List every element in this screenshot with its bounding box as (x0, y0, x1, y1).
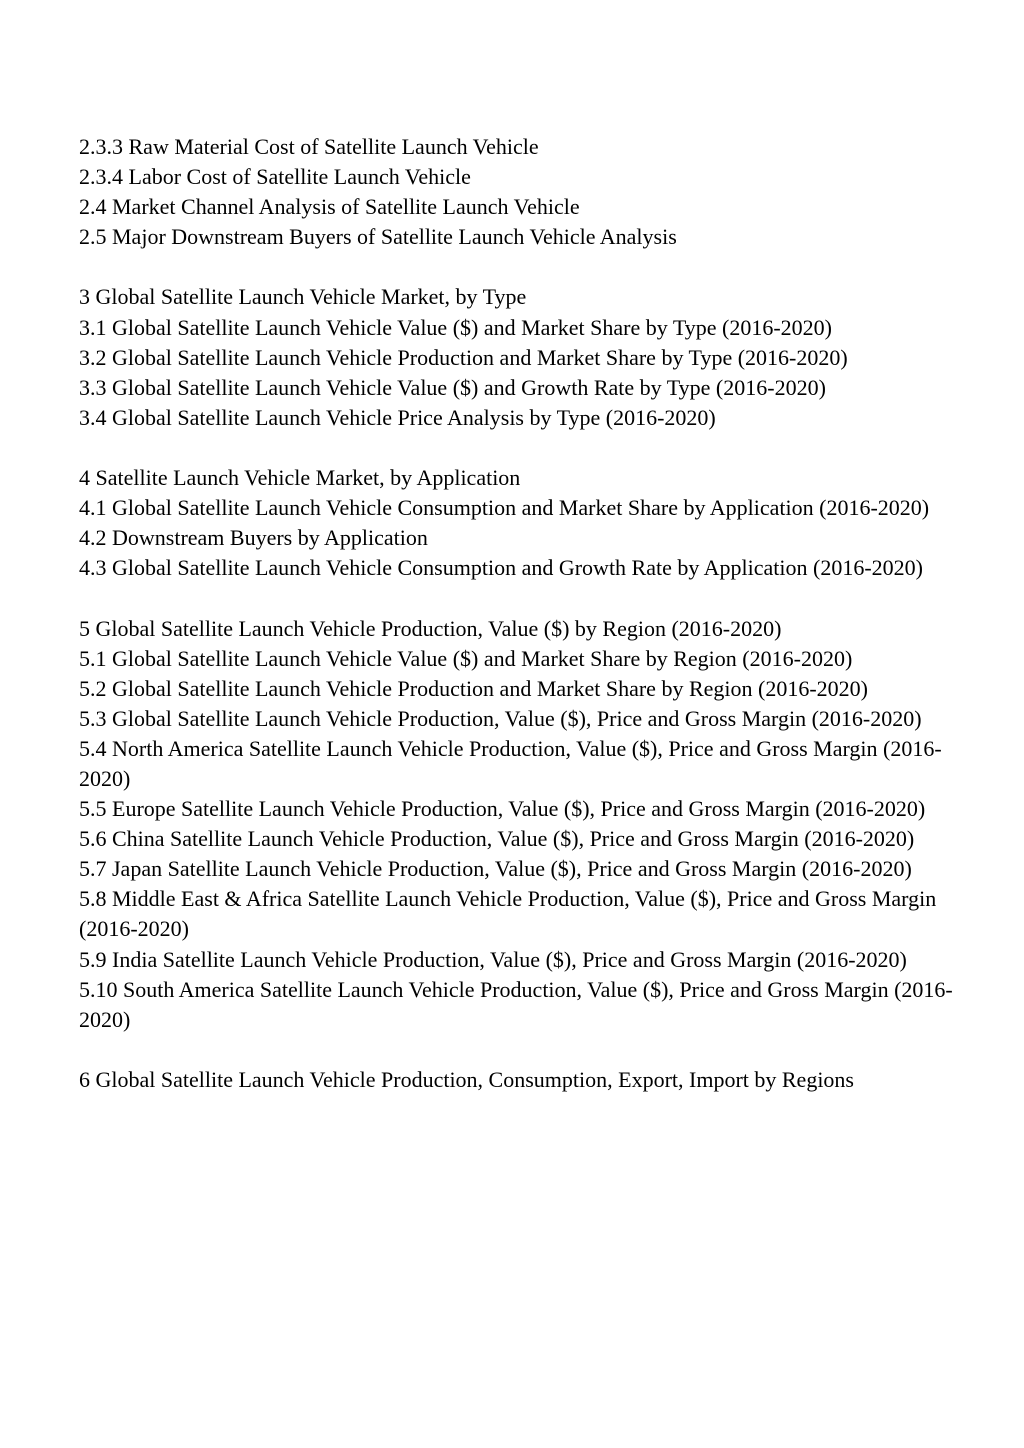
toc-entry-5-4: 5.4 North America Satellite Launch Vehicle Production, Value ($), Price and Gross Margin (2016-2020) (79, 735, 942, 791)
toc-entry-3-1: 3.1 Global Satellite Launch Vehicle Value ($) and Market Share by Type (2016-2020) (79, 314, 832, 340)
section-gap (79, 1035, 959, 1065)
toc-entry-4-1: 4.1 Global Satellite Launch Vehicle Consumption and Market Share by Application (2016-2020) (79, 495, 930, 521)
toc-entry-5-6: 5.6 China Satellite Launch Vehicle Production, Value ($), Price and Gross Margin (2016-2020) (79, 826, 915, 852)
toc-entry-2-4: 2.4 Market Channel Analysis of Satellite Launch Vehicle (79, 194, 580, 220)
toc-entry-3-3: 3.3 Global Satellite Launch Vehicle Value ($) and Growth Rate by Type (2016-2020) (79, 374, 826, 400)
toc-entry-5-2: 5.2 Global Satellite Launch Vehicle Production and Market Share by Region (2016-2020) (79, 675, 868, 701)
toc-section-5: 5 Global Satellite Launch Vehicle Production, Value ($) by Region (2016-2020) (79, 615, 782, 641)
section-gap (79, 583, 959, 613)
toc-entry-4-3: 4.3 Global Satellite Launch Vehicle Consumption and Growth Rate by Application (2016-2020) (79, 555, 924, 581)
toc-entry-5-5: 5.5 Europe Satellite Launch Vehicle Production, Value ($), Price and Gross Margin (2016-2020) (79, 796, 926, 822)
toc-entry-3-2: 3.2 Global Satellite Launch Vehicle Production and Market Share by Type (2016-2020) (79, 344, 848, 370)
toc-section-4: 4 Satellite Launch Vehicle Market, by Application (79, 465, 521, 491)
toc-entry-5-1: 5.1 Global Satellite Launch Vehicle Value ($) and Market Share by Region (2016-2020) (79, 645, 853, 671)
toc-entry-2-5: 2.5 Major Downstream Buyers of Satellite Launch Vehicle Analysis (79, 224, 677, 250)
table-of-contents (79, 132, 959, 1095)
toc-entry-2-3-4: 2.3.4 Labor Cost of Satellite Launch Vehicle (79, 164, 471, 190)
toc-section-6: 6 Global Satellite Launch Vehicle Production, Consumption, Export, Import by Regions (79, 1066, 854, 1092)
toc-entry-2-3-3: 2.3.3 Raw Material Cost of Satellite Launch Vehicle (79, 134, 539, 159)
toc-entry-4-2: 4.2 Downstream Buyers by Application (79, 525, 428, 551)
toc-entry-5-7: 5.7 Japan Satellite Launch Vehicle Production, Value ($), Price and Gross Margin (2016-2020) (79, 856, 912, 882)
toc-entry-5-3: 5.3 Global Satellite Launch Vehicle Production, Value ($), Price and Gross Margin (2016-2020) (79, 705, 922, 731)
toc-entry-5-10: 5.10 South America Satellite Launch Vehicle Production, Value ($), Price and Gross Margin (2016-2020) (79, 976, 953, 1032)
section-gap (79, 433, 959, 463)
toc-entry-3-4: 3.4 Global Satellite Launch Vehicle Price Analysis by Type (2016-2020) (79, 404, 716, 430)
toc-entry-5-9: 5.9 India Satellite Launch Vehicle Production, Value ($), Price and Gross Margin (2016-2020) (79, 946, 907, 972)
section-gap (79, 252, 959, 282)
toc-entry-5-8: 5.8 Middle East & Africa Satellite Launch Vehicle Production, Value ($), Price and Gross Margin (2016-2020) (79, 886, 937, 942)
toc-section-3: 3 Global Satellite Launch Vehicle Market, by Type (79, 284, 527, 310)
